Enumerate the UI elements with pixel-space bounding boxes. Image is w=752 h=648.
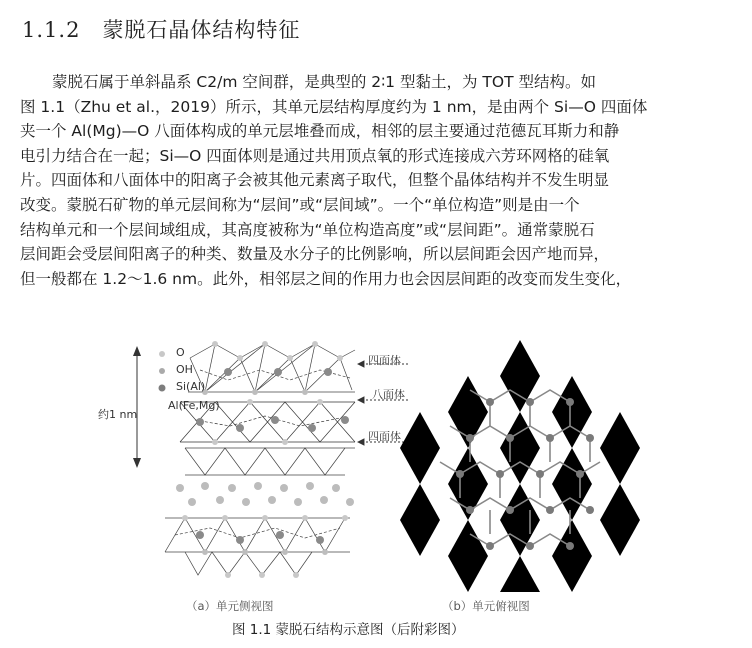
paragraph-line: 蒙脱石属于单斜晶系 C2/m 空间群，是典型的 2∶1 型黏土，为 TOT 型结构。如 xyxy=(52,73,596,91)
paragraph-line: 但一般都在 1.2～1.6 nm。此外，相邻层之间的作用力也会因层间距的改变而发生变化， xyxy=(20,269,632,288)
arrow-head-up xyxy=(133,346,141,356)
legend-oh-atom xyxy=(159,368,165,374)
legend-label-si: Si(Al) xyxy=(176,380,206,393)
upper-tetrahedra xyxy=(188,344,355,392)
figure-1-1 xyxy=(0,330,752,648)
section-title: 蒙脱石晶体结构特征 xyxy=(102,18,301,42)
paragraph-line: 改变。蒙脱石矿物的单元层间称为“层间”或“层间域”。一个“单位构造”则是由一个 xyxy=(20,195,580,214)
paragraph-line: 层间距会受层间阳离子的种类、数量及水分子的比例影响，所以层间距会因产地而异， xyxy=(20,245,610,264)
legend-label-o: O xyxy=(176,346,185,359)
paragraph-line: 结构单元和一个层间域组成，其高度被称为“单位构造高度”或“层间距”。通常蒙脱石 xyxy=(20,220,595,239)
layer-label-tetra-bottom: 四面体 xyxy=(368,430,401,443)
side-view-diagram xyxy=(133,341,408,578)
layer-label-octa: 八面体 xyxy=(372,388,405,401)
interlayer-atoms xyxy=(176,482,354,506)
legend-label-al: Al(Fe,Mg) xyxy=(168,399,220,412)
paragraph-line: 片。四面体和八面体中的阳离子会被其他元素离子取代，但整个晶体结构并不发生明显 xyxy=(20,171,610,190)
legend-o-atom xyxy=(159,351,165,357)
section-heading xyxy=(22,14,300,44)
legend-label-oh: OH xyxy=(176,363,193,376)
upper-atoms xyxy=(202,341,343,395)
legend-si-atom xyxy=(159,385,166,392)
arrow-head-down xyxy=(133,458,141,468)
paragraph-line: 夹一个 Al(Mg)—O 八面体构成的单元层堆叠而成，相邻的层主要通过范德瓦耳斯力和静 xyxy=(20,122,620,141)
paragraph-line: 图 1.1（Zhu et al.，2019）所示，其单元层结构厚度约为 1 nm，是由两个 Si—O 四面体 xyxy=(20,97,648,116)
subcaption-b: （b）单元俯视图 xyxy=(442,599,530,613)
figure-artwork xyxy=(0,330,752,648)
paragraph-line: 电引力结合在一起；Si—O 四面体则是通过共用顶点氧的形式连接成六芳环网格的硅氧 xyxy=(20,146,610,165)
bottom-atoms xyxy=(182,515,348,578)
thickness-label: 约1 nm xyxy=(98,408,138,421)
bottom-tetrahedra xyxy=(165,518,350,575)
subcaption-a: （a）单元侧视图 xyxy=(186,599,274,613)
top-view-diagram xyxy=(400,340,640,592)
lower-tetrahedra xyxy=(185,448,355,475)
layer-label-tetra-top: 四面体 xyxy=(368,354,401,367)
body-paragraph xyxy=(20,70,734,291)
section-number: 1.1.2 xyxy=(22,18,81,42)
figure-caption: 图 1.1 蒙脱石结构示意图（后附彩图） xyxy=(232,622,465,638)
